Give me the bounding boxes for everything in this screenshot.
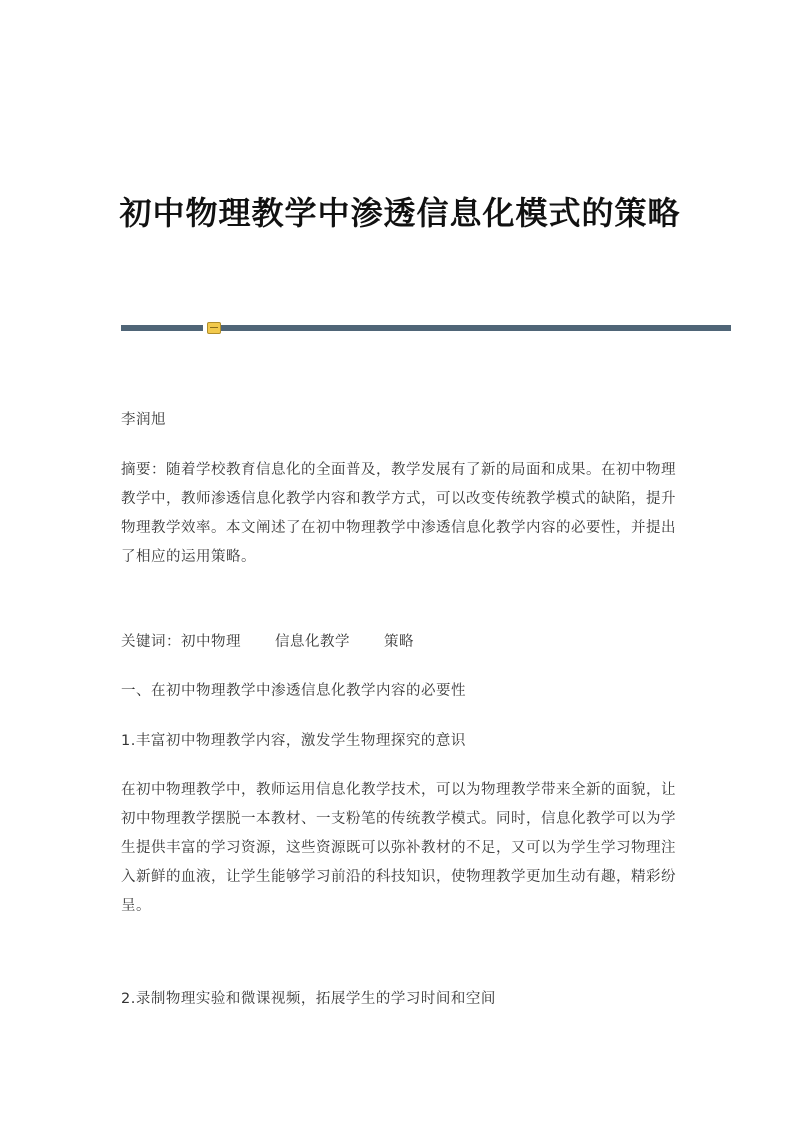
document-title: 初中物理教学中渗透信息化模式的策略 [119, 194, 681, 232]
divider-ornament-icon [207, 322, 221, 334]
title-divider [121, 325, 731, 333]
keywords-label: 关键词： [121, 634, 181, 650]
keyword-item: 初中物理 [181, 634, 241, 650]
section-heading: 一、在初中物理教学中渗透信息化教学内容的必要性 [121, 683, 466, 699]
keyword-item: 信息化教学 [275, 634, 350, 650]
divider-bar-left [121, 325, 203, 331]
abstract-paragraph: 摘要：随着学校教育信息化的全面普及，教学发展有了新的局面和成果。在初中物理教学中，教师渗透信息化教学内容和教学方式，可以改变传统教学模式的缺陷，提升物理教学效率。本文阐述了在初中物理教学中渗透信息化教学内容的必要性，并提出了相应的运用策略。 [121, 462, 676, 565]
keywords-line [121, 628, 676, 657]
subsection-heading: 2.录制物理实验和微课视频，拓展学生的学习时间和空间 [121, 991, 496, 1007]
subsection-heading: 1.丰富初中物理教学内容，激发学生物理探究的意识 [121, 733, 466, 749]
divider-bar-right [221, 325, 731, 331]
author-name: 李润旭 [121, 412, 166, 428]
body-paragraph: 在初中物理教学中，教师运用信息化教学技术，可以为物理教学带来全新的面貌，让初中物理教学摆脱一本教材、一支粉笔的传统教学模式。同时，信息化教学可以为学生提供丰富的学习资源，这些资源既可以弥补教材的不足，又可以为学生学习物理注入新鲜的血液，让学生能够学习前沿的科技知识，使物理教学更加生动有趣，精彩纷呈。 [121, 782, 676, 914]
keyword-item: 策略 [384, 634, 414, 650]
